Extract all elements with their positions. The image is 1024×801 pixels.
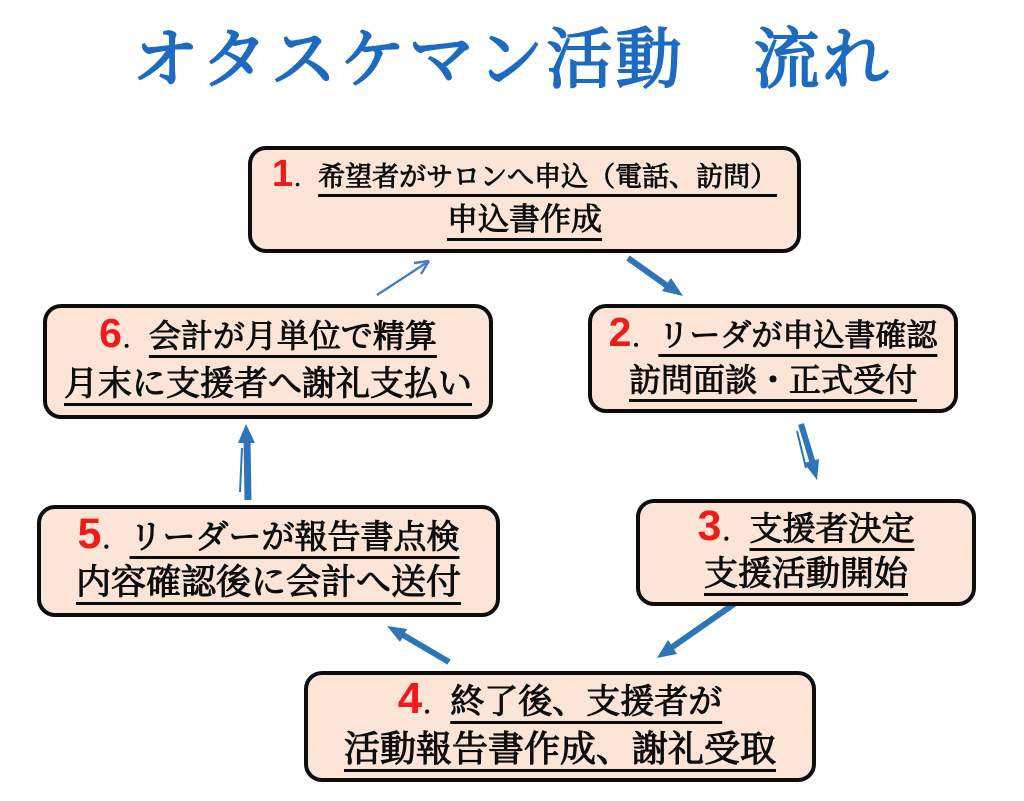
step-number-separator: ． [722,518,748,547]
step-5-text-1: リーダーが報告書点検 [129,517,460,555]
step-5-line-1 [77,509,460,562]
flow-step-6 [43,304,493,419]
step-5-text-2: 内容確認後に会計へ送付 [75,563,461,603]
flow-step-1 [248,146,801,253]
arrow-1-to-2-icon [628,258,683,296]
step-4-number: 4 [397,674,423,724]
flow-step-4 [304,671,816,782]
step-2-line-1 [608,309,938,360]
arrow-4-to-5-icon [387,626,449,662]
step-number-separator: ． [122,326,147,354]
step-6-text-1: 会計が月単位で精算 [148,318,437,355]
step-2-text-2: 訪問面談・正式受付 [628,362,917,399]
step-2-text-1: リーダが申込書確認 [658,318,938,354]
arrow-6-to-1-icon [377,261,429,295]
step-number-separator: ． [632,325,657,353]
step-1-line-1 [272,155,777,199]
step-4-text-1: 終了後、支援者が [450,683,723,722]
arrow-5-to-6-icon [238,424,255,500]
step-4-line-2 [344,728,776,775]
flow-step-2 [588,304,958,413]
step-number-separator: ． [423,691,449,720]
arrow-3-to-4-icon [657,597,744,658]
step-3-text-2: 支援活動開始 [704,554,908,593]
step-5-line-2 [76,563,461,609]
step-3-text-1: 支援者決定 [749,510,915,548]
step-5-number: 5 [77,509,102,558]
step-4-line-1 [397,674,723,728]
step-6-line-2 [64,365,472,410]
flow-step-5 [37,505,500,617]
step-6-line-1 [99,310,437,361]
step-1-line-2 [447,202,602,244]
page-title: オタスケマン活動 流れ [132,22,892,96]
step-2-line-2 [629,362,917,405]
arrow-2-to-3-icon [797,424,819,480]
step-6-number: 6 [99,310,122,357]
step-number-separator: ． [102,525,128,554]
step-4-text-2: 活動報告書作成、謝礼受取 [343,728,776,770]
step-3-line-2 [704,555,908,600]
step-1-text-1: 希望者がサロンへ申込（電話、訪問） [318,162,778,193]
step-1-number: 1 [271,153,294,196]
step-2-number: 2 [608,309,632,356]
step-1-text-2: 申込書作成 [447,202,602,238]
step-3-line-1 [697,502,915,554]
step-number-separator: ． [294,166,317,192]
step-6-text-2: 月末に支援者へ謝礼支払い [64,364,472,403]
step-3-number: 3 [697,502,722,551]
flow-step-3 [636,499,976,606]
